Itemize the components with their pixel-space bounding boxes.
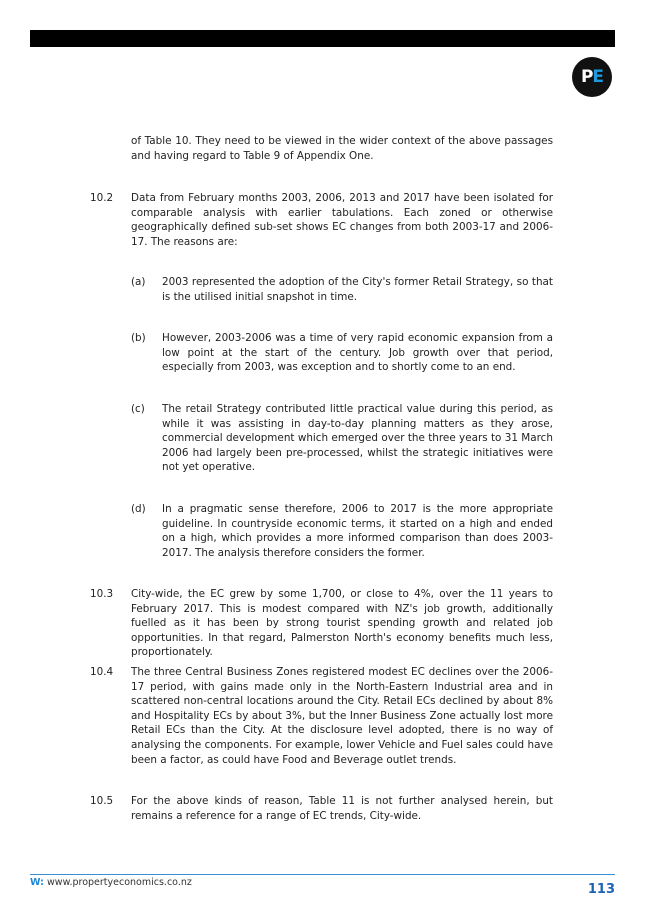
footer-divider <box>30 874 615 875</box>
subitem-label: (a) <box>131 276 146 288</box>
footer-website[interactable]: W: www.propertyeconomics.co.nz <box>30 877 192 888</box>
subitem-label: (b) <box>131 332 146 344</box>
subitem-label: (c) <box>131 403 145 415</box>
paragraph-number: 10.2 <box>90 192 114 204</box>
paragraph-number: 10.4 <box>90 666 114 678</box>
subitem-text: However, 2003-2006 was a time of very rapid economic expansion from a low point at the start of the century. Job growth over that period, especially from 2003, was exception and to shortly come to an end. <box>162 332 553 374</box>
intro-text: of Table 10. They need to be viewed in the wider context of the above passages and having regard to Table 9 of Appendix One. <box>131 135 553 162</box>
paragraph-number: 10.3 <box>90 588 114 600</box>
subitem-text: The retail Strategy contributed little practical value during this period, as while it was assisting in day-to-day planning matters as they arose, commercial development which emerged over the three years to 31 March 2006 had largely been pre-processed, whilst the strategic initiatives were not yet operative. <box>162 403 553 474</box>
subitem-text: In a pragmatic sense therefore, 2006 to 2017 is the more appropriate guideline. In countryside economic terms, it started on a high and ended on a high, which provides a more informed comparison than does 2003-2017. The analysis therefore considers the former. <box>162 503 553 559</box>
pe-logo: P E <box>572 57 612 97</box>
page-number: 113 <box>587 882 615 897</box>
website-link[interactable]: www.propertyeconomics.co.nz <box>47 877 192 888</box>
paragraph-text: The three Central Business Zones registered modest EC declines over the 2006-17 period, with gains made only in the North-Eastern Industrial area and in scattered non-central locations around the City. Retail ECs declined by about 8% and Hospitality ECs by about 3%, but the Inner Business Zone actually lost more Retail ECs than the City. At the disclosure level adopted, there is no way of analysing the components. For example, lower Vehicle and Fuel sales could have been a factor, as could have Food and Beverage outlet trends. <box>131 666 553 766</box>
header-bar <box>30 30 615 47</box>
paragraph-text: For the above kinds of reason, Table 11 is not further analysed herein, but remains a reference for a range of EC trends, City-wide. <box>131 795 553 822</box>
paragraph-text: City-wide, the EC grew by some 1,700, or close to 4%, over the 11 years to February 2017. This is modest compared with NZ's job growth, additionally fuelled as it has been by strong tourist spending growth and related job opportunities. In that regard, Palmerston North's economy benefits much less, proportionately. <box>131 588 553 659</box>
subitem-text: 2003 represented the adoption of the City's former Retail Strategy, so that is the utilised initial snapshot in time. <box>162 276 553 303</box>
subitem-label: (d) <box>131 503 146 515</box>
paragraph-text: Data from February months 2003, 2006, 2013 and 2017 have been isolated for comparable analysis with earlier tabulations. Each zoned or otherwise geographically defined sub-set shows EC changes from both 2003-17 and 2006-17. The reasons are: <box>131 192 553 248</box>
paragraph-number: 10.5 <box>90 795 114 807</box>
